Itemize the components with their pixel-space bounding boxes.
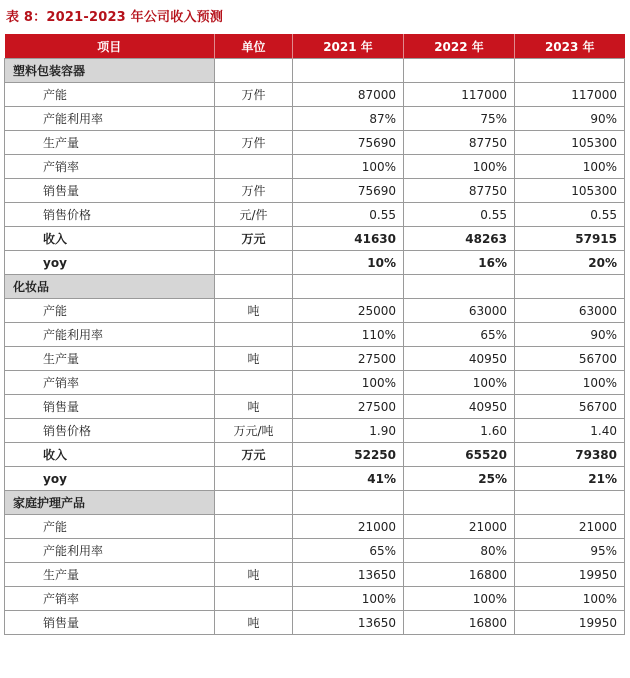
value-2021-cell: 75690 xyxy=(293,131,404,155)
unit-cell xyxy=(215,59,293,83)
table-row xyxy=(5,203,625,227)
table-row xyxy=(5,539,625,563)
value-2022-cell: 1.60 xyxy=(404,419,515,443)
value-2023-cell: 79380 xyxy=(515,443,625,467)
table-row xyxy=(5,515,625,539)
value-2021-cell xyxy=(293,59,404,83)
value-2023-cell: 100% xyxy=(515,587,625,611)
header-2022: 2022 年 xyxy=(404,34,515,59)
unit-cell xyxy=(215,491,293,515)
unit-cell: 元/件 xyxy=(215,203,293,227)
table-body xyxy=(5,59,625,635)
item-cell: 产销率 xyxy=(5,371,215,395)
value-2022-cell xyxy=(404,491,515,515)
item-cell: 产销率 xyxy=(5,155,215,179)
table-row xyxy=(5,323,625,347)
table-row xyxy=(5,179,625,203)
value-2023-cell: 105300 xyxy=(515,179,625,203)
value-2023-cell: 1.40 xyxy=(515,419,625,443)
value-2022-cell xyxy=(404,275,515,299)
item-cell: 家庭护理产品 xyxy=(5,491,215,515)
value-2022-cell: 16800 xyxy=(404,563,515,587)
table-row xyxy=(5,419,625,443)
table-row xyxy=(5,299,625,323)
table-row xyxy=(5,371,625,395)
unit-cell: 吨 xyxy=(215,563,293,587)
table-row xyxy=(5,611,625,635)
value-2021-cell: 52250 xyxy=(293,443,404,467)
section-row xyxy=(5,275,625,299)
value-2022-cell: 100% xyxy=(404,587,515,611)
item-cell: 收入 xyxy=(5,443,215,467)
table-row xyxy=(5,227,625,251)
unit-cell: 吨 xyxy=(215,395,293,419)
value-2021-cell: 87000 xyxy=(293,83,404,107)
value-2023-cell xyxy=(515,491,625,515)
value-2023-cell: 90% xyxy=(515,323,625,347)
value-2023-cell: 100% xyxy=(515,155,625,179)
value-2022-cell: 65520 xyxy=(404,443,515,467)
header-item: 项目 xyxy=(5,34,215,59)
value-2021-cell: 0.55 xyxy=(293,203,404,227)
item-cell: 化妆品 xyxy=(5,275,215,299)
item-cell: 产能利用率 xyxy=(5,107,215,131)
item-cell: 塑料包装容器 xyxy=(5,59,215,83)
table-row xyxy=(5,467,625,491)
value-2023-cell: 21% xyxy=(515,467,625,491)
value-2022-cell: 48263 xyxy=(404,227,515,251)
table-row xyxy=(5,395,625,419)
unit-cell xyxy=(215,467,293,491)
item-cell: 销售量 xyxy=(5,179,215,203)
value-2023-cell: 105300 xyxy=(515,131,625,155)
unit-cell: 万元 xyxy=(215,443,293,467)
value-2023-cell: 117000 xyxy=(515,83,625,107)
unit-cell: 吨 xyxy=(215,611,293,635)
forecast-table xyxy=(4,34,625,635)
table-row xyxy=(5,251,625,275)
section-row xyxy=(5,491,625,515)
table-row xyxy=(5,563,625,587)
table-row xyxy=(5,83,625,107)
unit-cell: 万件 xyxy=(215,83,293,107)
item-cell: yoy xyxy=(5,467,215,491)
item-cell: 产能利用率 xyxy=(5,539,215,563)
value-2022-cell: 40950 xyxy=(404,395,515,419)
value-2022-cell: 80% xyxy=(404,539,515,563)
item-cell: 产能利用率 xyxy=(5,323,215,347)
unit-cell xyxy=(215,539,293,563)
header-unit: 单位 xyxy=(215,34,293,59)
table-row xyxy=(5,587,625,611)
value-2022-cell: 100% xyxy=(404,371,515,395)
value-2022-cell: 21000 xyxy=(404,515,515,539)
item-cell: 生产量 xyxy=(5,563,215,587)
value-2023-cell: 56700 xyxy=(515,347,625,371)
value-2021-cell: 65% xyxy=(293,539,404,563)
item-cell: 销售价格 xyxy=(5,203,215,227)
item-cell: 销售量 xyxy=(5,611,215,635)
value-2022-cell: 75% xyxy=(404,107,515,131)
value-2022-cell: 25% xyxy=(404,467,515,491)
value-2021-cell xyxy=(293,275,404,299)
value-2021-cell: 100% xyxy=(293,371,404,395)
unit-cell xyxy=(215,107,293,131)
value-2023-cell xyxy=(515,59,625,83)
value-2023-cell: 56700 xyxy=(515,395,625,419)
value-2022-cell: 100% xyxy=(404,155,515,179)
value-2021-cell: 10% xyxy=(293,251,404,275)
item-cell: 产能 xyxy=(5,299,215,323)
value-2023-cell: 21000 xyxy=(515,515,625,539)
value-2022-cell: 16800 xyxy=(404,611,515,635)
item-cell: 销售量 xyxy=(5,395,215,419)
item-cell: 产能 xyxy=(5,83,215,107)
value-2023-cell: 20% xyxy=(515,251,625,275)
header-row xyxy=(5,34,625,59)
value-2021-cell: 27500 xyxy=(293,347,404,371)
item-cell: yoy xyxy=(5,251,215,275)
value-2022-cell: 87750 xyxy=(404,179,515,203)
unit-cell xyxy=(215,251,293,275)
value-2023-cell: 0.55 xyxy=(515,203,625,227)
header-2023: 2023 年 xyxy=(515,34,625,59)
value-2022-cell: 87750 xyxy=(404,131,515,155)
value-2023-cell: 95% xyxy=(515,539,625,563)
value-2022-cell: 65% xyxy=(404,323,515,347)
value-2023-cell: 100% xyxy=(515,371,625,395)
item-cell: 销售价格 xyxy=(5,419,215,443)
section-row xyxy=(5,59,625,83)
value-2022-cell: 16% xyxy=(404,251,515,275)
unit-cell: 吨 xyxy=(215,299,293,323)
value-2021-cell: 41% xyxy=(293,467,404,491)
unit-cell: 万元 xyxy=(215,227,293,251)
value-2021-cell: 21000 xyxy=(293,515,404,539)
unit-cell: 吨 xyxy=(215,347,293,371)
value-2023-cell: 63000 xyxy=(515,299,625,323)
unit-cell xyxy=(215,515,293,539)
value-2021-cell: 75690 xyxy=(293,179,404,203)
value-2021-cell: 87% xyxy=(293,107,404,131)
unit-cell xyxy=(215,155,293,179)
value-2021-cell: 110% xyxy=(293,323,404,347)
item-cell: 产销率 xyxy=(5,587,215,611)
value-2021-cell: 13650 xyxy=(293,563,404,587)
unit-cell xyxy=(215,371,293,395)
value-2021-cell: 1.90 xyxy=(293,419,404,443)
value-2021-cell: 25000 xyxy=(293,299,404,323)
table-row xyxy=(5,443,625,467)
table-row xyxy=(5,347,625,371)
value-2021-cell: 100% xyxy=(293,587,404,611)
value-2022-cell: 0.55 xyxy=(404,203,515,227)
value-2023-cell: 19950 xyxy=(515,611,625,635)
item-cell: 产能 xyxy=(5,515,215,539)
value-2023-cell xyxy=(515,275,625,299)
table-row xyxy=(5,131,625,155)
value-2021-cell: 13650 xyxy=(293,611,404,635)
table-title: 表 8：2021-2023 年公司收入预测 xyxy=(6,10,224,25)
unit-cell xyxy=(215,587,293,611)
item-cell: 收入 xyxy=(5,227,215,251)
unit-cell: 万件 xyxy=(215,179,293,203)
header-2021: 2021 年 xyxy=(293,34,404,59)
unit-cell: 万件 xyxy=(215,131,293,155)
value-2022-cell: 40950 xyxy=(404,347,515,371)
value-2023-cell: 90% xyxy=(515,107,625,131)
unit-cell xyxy=(215,323,293,347)
unit-cell xyxy=(215,275,293,299)
item-cell: 生产量 xyxy=(5,347,215,371)
item-cell: 生产量 xyxy=(5,131,215,155)
table-row xyxy=(5,155,625,179)
value-2023-cell: 19950 xyxy=(515,563,625,587)
table-row xyxy=(5,107,625,131)
value-2023-cell: 57915 xyxy=(515,227,625,251)
value-2021-cell: 100% xyxy=(293,155,404,179)
value-2022-cell: 117000 xyxy=(404,83,515,107)
value-2022-cell xyxy=(404,59,515,83)
value-2021-cell: 27500 xyxy=(293,395,404,419)
value-2021-cell: 41630 xyxy=(293,227,404,251)
value-2022-cell: 63000 xyxy=(404,299,515,323)
value-2021-cell xyxy=(293,491,404,515)
unit-cell: 万元/吨 xyxy=(215,419,293,443)
